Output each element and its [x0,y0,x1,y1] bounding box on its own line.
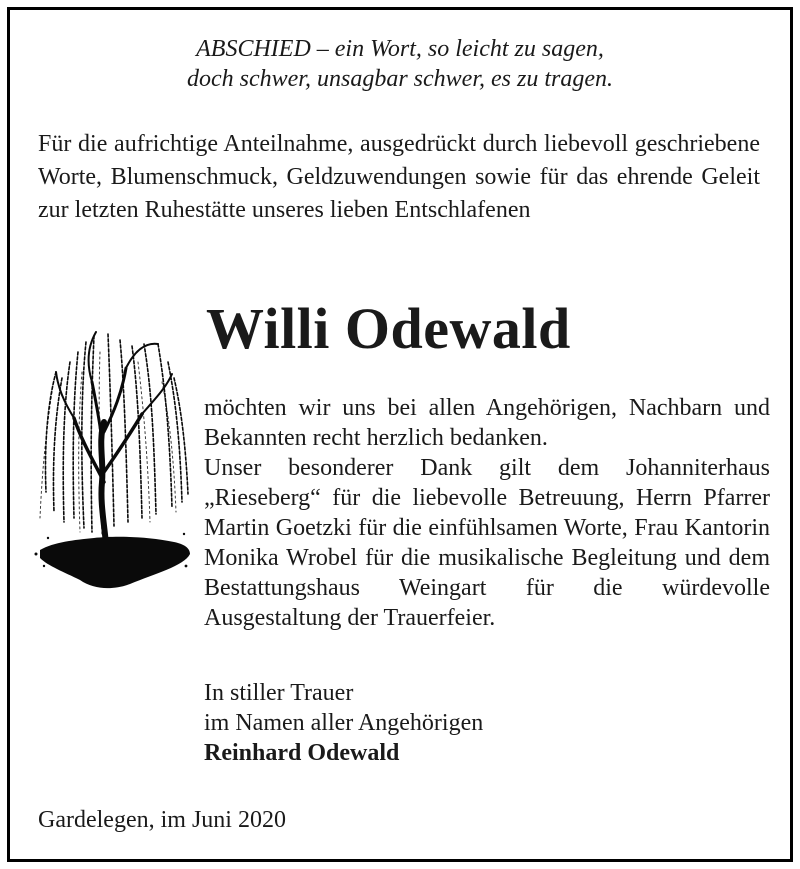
closing-block [204,678,483,768]
closing-line-2: im Namen aller Angehörigen [204,710,484,736]
weeping-willow-icon [34,322,192,594]
obituary-card [7,7,793,862]
intro-paragraph: Für die aufrichtige Anteilnahme, ausgedrückt durch liebevoll geschriebene Worte, Blumenschmuck, Geldzuwendungen sowie für das ehrende Geleit zur letzten Ruhestätte unseres lieben Entschlafenen [38,131,760,223]
deceased-name: Willi Odewald [206,296,571,361]
place-date: Gardelegen, im Juni 2020 [38,807,286,833]
poem-line-1: ABSCHIED – ein Wort, so leicht zu sagen, [196,36,604,62]
poem [10,34,790,94]
thanks-paragraph-1: möchten wir uns bei allen Angehörigen, Nachbarn und Bekannten recht herzlich bedanken. [204,395,770,451]
closing-line-1: In stiller Trauer [204,680,354,706]
thanks-text [204,393,770,633]
thanks-paragraph-2: Unser besonderer Dank gilt dem Johanniterhaus „Rieseberg“ für die liebevolle Betreuung, Herrn Pfarrer Martin Goetzki für die einfühlsamen Worte, Frau Kantorin Monika Wrobel für die musikalische Begleitung und dem Bestattungshaus Weingart für die würdevolle Ausgestaltung der Trauerfeier. [204,455,770,631]
signer-name: Reinhard Odewald [204,740,400,766]
poem-line-2: doch schwer, unsagbar schwer, es zu tragen. [187,66,613,92]
